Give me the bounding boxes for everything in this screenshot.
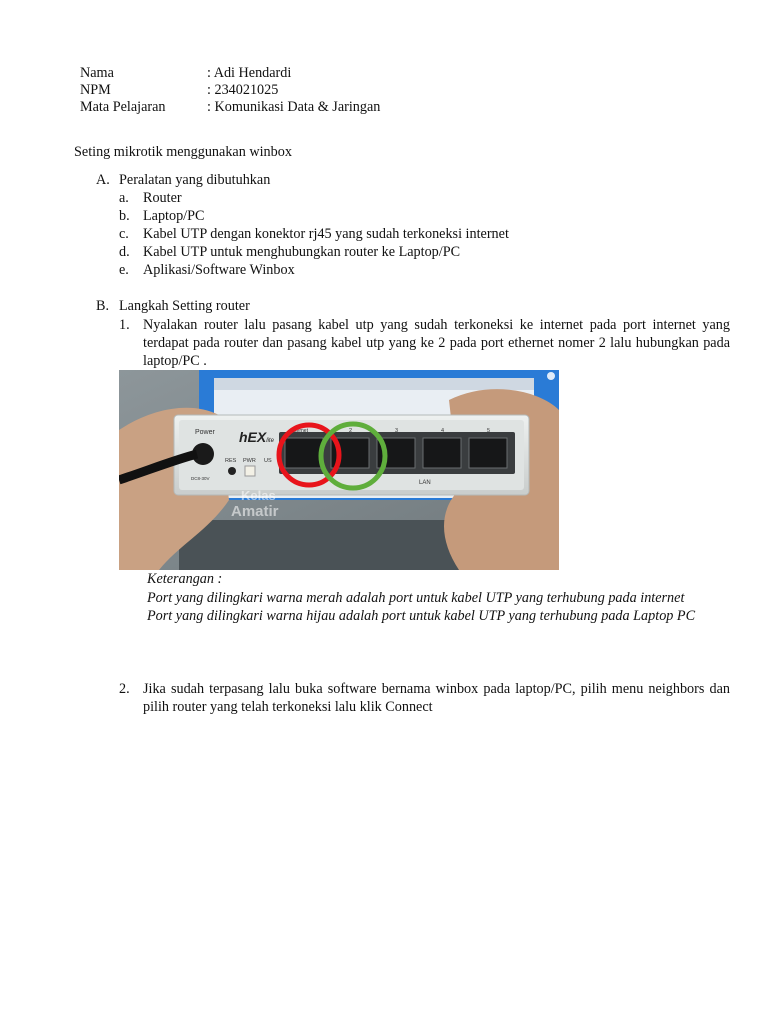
port-label-3: 3 [395, 428, 399, 434]
step-number: 1. [119, 317, 130, 333]
info-value: : Adi Hendardi [207, 65, 292, 81]
student-info [80, 65, 380, 116]
step-text: Nyalakan router lalu pasang kabel utp yang sudah terkoneksi ke internet pada port internet yang terdapat pada router dan pasang kabel utp yang ke 2 pada port ethernet nomer 2 lalu hubungkan pada laptop/PC . [143, 317, 730, 369]
equipment-list [119, 189, 509, 279]
info-label: NPM [80, 82, 111, 98]
screen-titlebar [214, 378, 534, 390]
port-label-internet: Internet [291, 428, 308, 434]
section-marker: A. [96, 172, 110, 188]
brand-suffix: lite [266, 438, 274, 444]
led-indicator [245, 466, 255, 476]
info-value: : 234021025 [207, 82, 279, 98]
section-title: Peralatan yang dibutuhkan [119, 172, 271, 188]
list-marker: e. [119, 262, 129, 278]
lan-label: LAN [419, 480, 431, 486]
info-label: Mata Pelajaran [80, 99, 166, 115]
res-label: RES [225, 458, 237, 464]
ethernet-port-1 [285, 438, 323, 468]
photo-caption [147, 570, 730, 626]
info-row-npm [80, 82, 380, 99]
section-a-title [96, 171, 270, 189]
caption-green-port: Port yang dilingkari warna hijau adalah port untuk kabel UTP yang terhubung pada Laptop PC [147, 608, 696, 624]
usr-label: US [264, 458, 272, 464]
reset-button [228, 467, 236, 475]
list-item-text: Router [143, 190, 182, 206]
ethernet-port-5 [469, 438, 507, 468]
list-item [119, 189, 509, 207]
port-label-2: 2 [349, 428, 353, 434]
info-row-subject [80, 99, 380, 116]
port-label-5: 5 [487, 428, 491, 434]
list-item [119, 225, 509, 243]
list-marker: c. [119, 226, 129, 242]
section-b-title [96, 297, 250, 315]
brand-name: hEX [239, 429, 267, 445]
list-item-text: Aplikasi/Software Winbox [143, 262, 295, 278]
caption-red-port: Port yang dilingkari warna merah adalah port untuk kabel UTP yang terhubung pada internet [147, 589, 685, 606]
list-item [119, 207, 509, 225]
info-row-name [80, 65, 380, 82]
list-marker: a. [119, 190, 129, 206]
info-label: Nama [80, 65, 114, 81]
watermark-text: Amatir [231, 503, 279, 520]
router-photo [119, 370, 559, 570]
step-item [119, 316, 730, 370]
list-item-text: Laptop/PC [143, 208, 205, 224]
list-item-text: Kabel UTP dengan konektor rj45 yang sudah terkoneksi internet [143, 226, 509, 242]
list-item-text: Kabel UTP untuk menghubungkan router ke Laptop/PC [143, 244, 461, 260]
section-marker: B. [96, 298, 110, 314]
port-label-4: 4 [441, 428, 445, 434]
dc-label: DC8-30V [191, 476, 210, 481]
section-title: Langkah Setting router [119, 298, 250, 314]
pwr-label: PWR [243, 458, 256, 464]
list-item [119, 243, 509, 261]
list-item [119, 261, 509, 279]
list-marker: d. [119, 244, 130, 260]
caption-title: Keterangan : [147, 571, 223, 587]
step-text: Jika sudah terpasang lalu buka software bernama winbox pada laptop/PC, pilih menu neighbors dan pilih router yang telah terkoneksi lalu klik Connect [143, 681, 730, 715]
watermark-text: Kelas [241, 488, 276, 503]
document-heading: Seting mikrotik menggunakan winbox [74, 144, 292, 160]
close-icon [547, 372, 555, 380]
info-value: : Komunikasi Data & Jaringan [207, 99, 381, 115]
step-item [119, 680, 730, 716]
step-number: 2. [119, 681, 130, 697]
power-label: Power [195, 429, 215, 436]
ethernet-port-4 [423, 438, 461, 468]
list-marker: b. [119, 208, 130, 224]
